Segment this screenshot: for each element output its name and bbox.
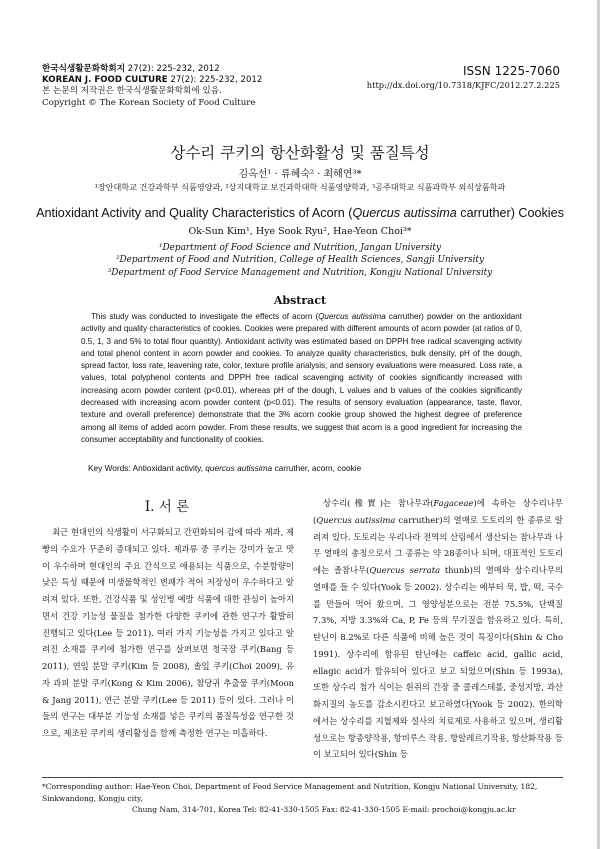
intro-paragraph-2	[313, 495, 563, 763]
journal-name-ko: 한국식생활문화학회지	[42, 64, 126, 74]
body-column-right	[313, 495, 563, 763]
intro-paragraph-1: 최근 현대인의 식생활이 서구화되고 간편화되어 감에 따라 제과, 제빵의 수요가 꾸준히 증대되고 있다. 제과류 중 쿠키는 강미가 높고 맛이 우수하며 현대인의 주요 간식으로 애용되는 식품으로, 수분함량이 낮은 특성 때문에 미생물학적인 변패가 적어 저장성이 우수하다고 알려져 있다. 또한, 건강식품 및 성인병 예방 식품에 대한 관심이 높아지면서 건강 기능성 물질을 첨가한 다양한 쿠키에 관한 연구가 활발히 진행되고 있다(Lee 등 2011). 여러 가지 기능성을 가지고 있다고 알려진 소재를 쿠키에 첨가한 연구를 살펴보면 청국장 쿠키(Bang 등 2011), 연잎 분말 쿠키(Kim 등 2008), 솔잎 쿠키(Choi 2009), 유자 과피 분말 쿠키(Kong & Kim 2006), 참당귀 추출물 쿠키(Moon & Jang 2011), 연근 분말 쿠키(Lee 등 2011) 등이 있다. 그러나 이들의 연구는 대부분 기능성 소재를 넣은 쿠키의 품질특성을 연구한 것으로, 제조된 쿠키의 생리활성을 함께 측정한 연구는 미흡하다.	[42, 527, 294, 738]
authors-ko: 김옥선¹ · 류혜숙² · 최해연³*	[238, 169, 362, 180]
title-en-after: carruther) Cookies	[456, 206, 564, 220]
body-column-left	[42, 524, 294, 742]
abstract-text-start: This study was conducted to investigate the effects of acorn (	[91, 312, 319, 321]
affiliation-en-2: ²Department of Food and Nutrition, College of Health Sciences, Sangji University	[116, 255, 484, 266]
copyright: Copyright © The Korean Society of Food Culture	[42, 97, 256, 108]
footnote-divider	[42, 777, 563, 778]
species-name: Quercus serrata	[369, 565, 441, 575]
abstract-species: Quercus autissima	[318, 312, 386, 321]
text-run: 상수리(橡實)는 참나무과(	[323, 498, 434, 508]
abstract-text-rest: carruther) powder on the antioxidant activity and quality characteristics of cookies. Cookies were prepared with different amounts of acorn powder (at ratios of 0, 0.5, 1, 3 and 5% to total flour quantity). Antioxidant activity was estimated based on DPPH free radical scavenging activity and total phenol content in acorn powder and cookies. To analyze quality characteristics, bulk density, pH of the dough, spread factor, loss rate, leavening rate, color, texture profile analysis, and sensory evaluations were measured. Loss rate, a values, total polyphenol contents and DPPH free radical scavenging activity of cookies significantly increased with increasing acorn powder content (p<0.01), whereas pH of the dough, L values and b values of the cookies significantly decreased with increasing acorn powder content (p<0.01). The results of sensory evaluation (appearance, taste, flavor, texture and overall preference) demonstrate that the 3% acorn cookie group showed the highest degree of preference among all items of added acorn powder. From these results, we suggest that acorn is a good ingredient for increasing the consumer acceptability and functionality of cookies.	[81, 312, 522, 444]
issn: ISSN 1225-7060	[463, 64, 560, 78]
footnote-line-2: Chung Nam, 314-701, Korea Tel: 82-41-330-1505 Fax: 82-41-330-1505 E-mail: prochoi@kongju.ac.kr	[132, 805, 516, 815]
keywords-species: quercus autissima	[205, 463, 273, 473]
title-en-before: Antioxidant Activity and Quality Characteristics of Acorn (	[36, 206, 353, 220]
paper-title-ko: 상수리 쿠키의 항산화활성 및 품질특성	[170, 144, 430, 162]
keywords	[88, 463, 528, 473]
journal-name-en: KOREAN J. FOOD CULTURE	[42, 75, 168, 86]
footnote-line-1: *Corresponding author: Hae-Yeon Choi, Department of Food Service Management and Nutrition, Kongju National University, 182, Sinkwandong, Kongju city,	[42, 782, 538, 803]
keywords-part-2: carruther, acorn, cookie	[272, 463, 362, 473]
affiliation-en-1: ¹Department of Food Science and Nutrition, Jangan University	[158, 243, 442, 253]
species-name: Quercus autissima	[316, 514, 396, 525]
abstract-body	[81, 311, 522, 446]
affiliations-ko: ¹장안대학교 건강과학부 식품영양과, ²상지대학교 보건과학대학 식품영양학과, ³공주대학교 식품과학부 외식상품학과	[94, 182, 506, 192]
doi-link[interactable]: http://dx.doi.org/10.7318/KJFC/2012.27.2.225	[366, 80, 560, 90]
journal-identifiers	[367, 63, 560, 91]
copyright-note: 본 논문의 저작권은 한국식생활문화학회에 있음.	[42, 86, 222, 97]
authors-en: Ok-Sun Kim¹, Hye Sook Ryu², Hae-Yeon Choi³*	[188, 226, 412, 237]
journal-volume-ko: 27(2): 225-232, 2012	[125, 64, 220, 74]
journal-volume-en: 27(2): 225-232, 2012	[167, 75, 263, 86]
keywords-label: Key Words:	[88, 463, 133, 473]
affiliation-en-3: ³Department of Food Service Management and Nutrition, Kongju National University	[107, 267, 493, 278]
family-name: Fagaceae	[433, 498, 474, 508]
text-run: )에 속하는 상수리나무(	[313, 498, 563, 525]
abstract-heading: Abstract	[273, 294, 327, 307]
journal-header	[42, 64, 262, 109]
paper-title-en	[0, 206, 600, 220]
section-heading-introduction: Ⅰ. 서 론	[144, 499, 190, 515]
title-en-species: Quercus autissima	[352, 206, 457, 220]
corresponding-author-footnote	[42, 781, 563, 816]
affiliations-en	[0, 242, 600, 279]
text-run: carruther)의 열매로 도토리의 한 종류로 알려져 있다. 도토리는 우리나라 전역의 산림에서 생산되는 참나무과 나무 열매의 총칭으로서 그 종류는 약 28종이나 되며, 대표적인 도토리에는 졸참나무(	[313, 514, 563, 575]
text-run: thunb)의 열매와 상수리나무의 열매를 들 수 있다(Yook 등 2002). 상수리는 예부터 묵, 밥, 떡, 국수를 만들어 먹어 왔으며, 그 영양성분으로는 전분 75.5%, 단백질 7.3%, 지방 3.3%와 Ca, P, Fe 등의 무기질을 함유하고 있다. 특히, 탄닌이 8.2%로 다른 식품에 비해 높은 것이 특징이다(Shin & Cho 1991). 상수리에 함유된 탄닌에는 caffeic acid, gallic acid, ellagic acid가 함유되어 있다고 보고 되었으며(Shin 등 1993a), 또한 상수리 첨가 식이는 흰쥐의 간장 중 콜레스테롤, 중성지방, 과산화지질의 농도를 감소시킨다고 보고하였다(Yook 등 2002). 한의학에서는 상수리를 지혈제와 설사의 치료제로 사용하고 있으며, 생리활성으로는 항종양작용, 항비루스 작용, 항알레르기작용, 항산화작용 등이 보고되어 있다(Shin 등	[313, 565, 563, 760]
keywords-part-1: Antioxidant activity,	[132, 463, 206, 473]
